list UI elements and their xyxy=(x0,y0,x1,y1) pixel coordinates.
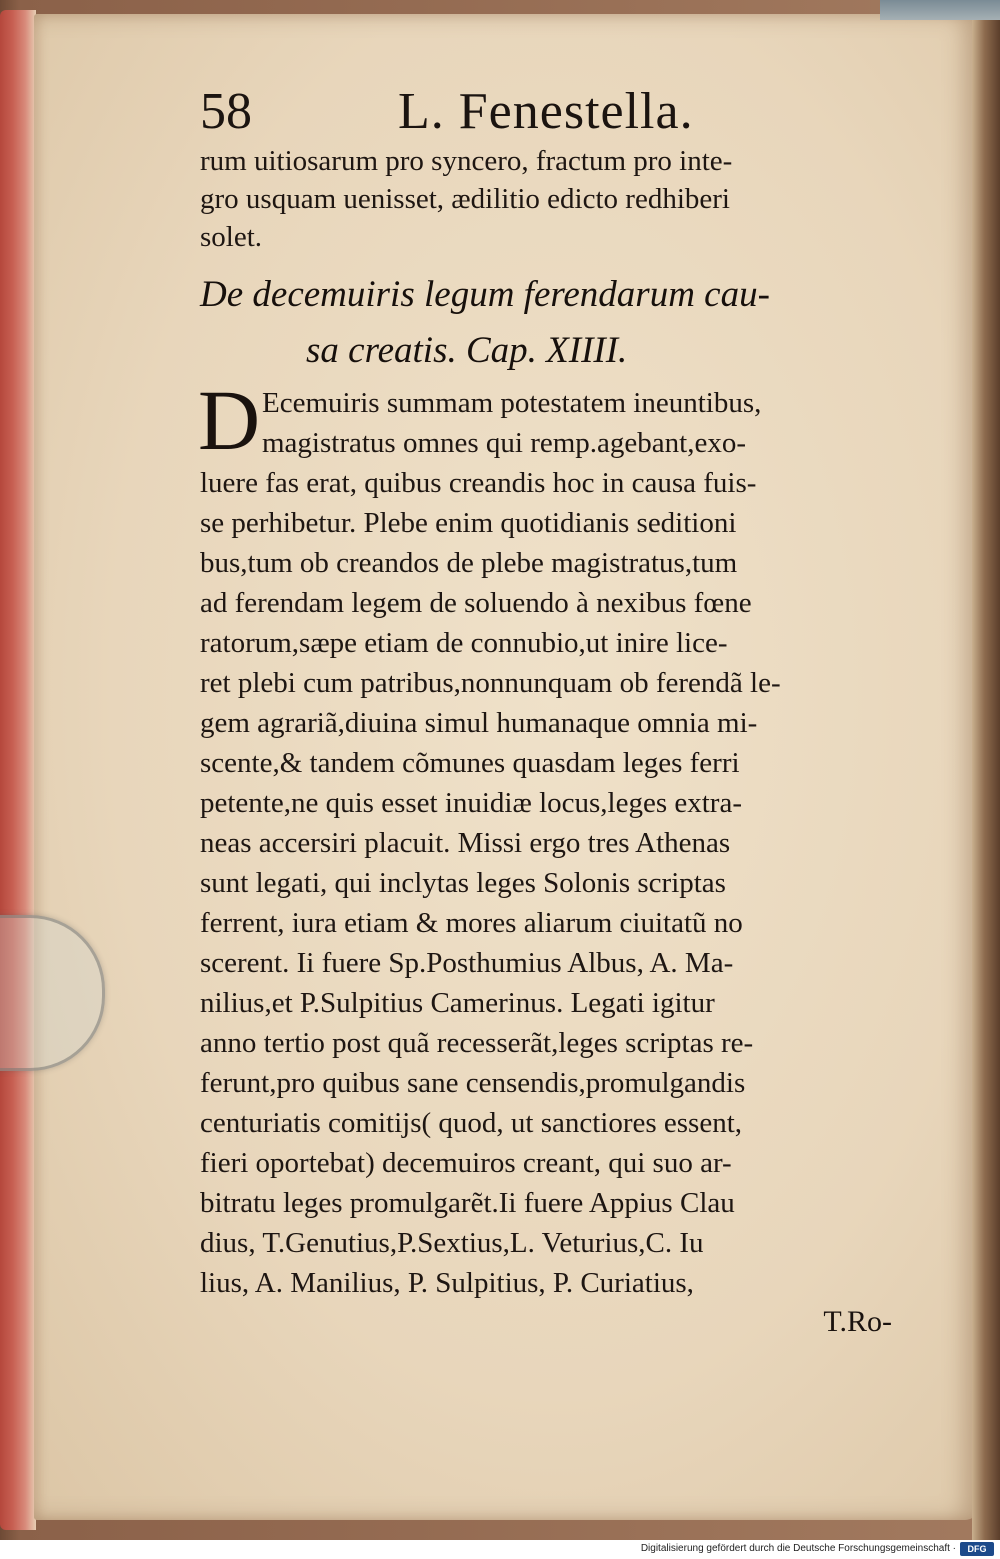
scan-background-corner xyxy=(880,0,1000,20)
body-line: nilius,et P.Sulpitius Camerinus. Legati igitur xyxy=(200,987,715,1019)
body-line: magistratus omnes qui remp.agebant,exo- xyxy=(262,427,747,459)
body-line: neas accersiri placuit. Missi ergo tres Athenas xyxy=(200,827,731,859)
carryover-line: gro usquam uenisset, ædilitio edicto redhiberi xyxy=(200,183,730,215)
body-line: Ecemuiris summam potestatem ineuntibus, xyxy=(262,387,762,419)
body-line: fieri oportebat) decemuiros creant, qui suo ar- xyxy=(200,1147,732,1179)
body-line: petente,ne quis esset inuidiæ locus,leges extra- xyxy=(200,787,742,819)
body-line: lius, A. Manilius, P. Sulpitius, P. Curiatius, xyxy=(200,1267,694,1299)
body-line: gem agrariã,diuina simul humanaque omnia mi- xyxy=(200,707,758,739)
running-head xyxy=(200,82,900,142)
body-line: scente,& tandem cõmunes quasdam leges ferri xyxy=(200,747,740,779)
drop-cap: D xyxy=(198,372,261,468)
body-line: bus,tum ob creandos de plebe magistratus,tum xyxy=(200,547,738,579)
carryover-line: rum uitiosarum pro syncero, fractum pro inte- xyxy=(200,145,733,177)
chapter-heading-line-2: sa creatis. Cap. XIIII. xyxy=(306,330,628,371)
chapter-heading-line-1: De decemuiris legum ferendarum cau- xyxy=(200,274,770,315)
body-line: ratorum,sæpe etiam de connubio,ut inire lice- xyxy=(200,627,728,659)
body-line: luere fas erat, quibus creandis hoc in causa fuis- xyxy=(200,467,757,499)
body-line: anno tertio post quã recesserãt,leges scriptas re- xyxy=(200,1027,754,1059)
body-line: ferrent, iura etiam & mores aliarum ciuitatũ no xyxy=(200,907,743,939)
page-fore-edge xyxy=(0,10,36,1530)
funding-credit: Digitalisierung gefördert durch die Deutsche Forschungsgemeinschaft · xyxy=(640,1543,956,1554)
carryover-line: solet. xyxy=(200,221,263,253)
body-line: dius, T.Genutius,P.Sextius,L. Veturius,C. Iu xyxy=(200,1227,704,1259)
body-line: ad ferendam legem de soluendo à nexibus fœne xyxy=(200,587,752,619)
body-line: scerent. Ii fuere Sp.Posthumius Albus, A. Ma- xyxy=(200,947,734,979)
dfg-logo: DFG xyxy=(960,1542,994,1556)
body-line: centuriatis comitijs( quod, ut sanctiores essent, xyxy=(200,1107,743,1139)
page-number: 58 xyxy=(200,83,252,140)
body-line: ferunt,pro quibus sane censendis,promulgandis xyxy=(200,1067,746,1099)
body-line: sunt legati, qui inclytas leges Solonis scriptas xyxy=(200,867,726,899)
book-gutter xyxy=(972,0,1000,1540)
body-line: ret plebi cum patribus,nonnunquam ob ferendã le- xyxy=(200,667,781,699)
running-title: L. Fenestella. xyxy=(398,83,694,140)
scan-footer xyxy=(0,1540,1000,1559)
body-line: se perhibetur. Plebe enim quotidianis seditioni xyxy=(200,507,737,539)
catchword: T.Ro- xyxy=(823,1305,892,1338)
body-line: bitratu leges promulgarẽt.Ii fuere Appius Clau xyxy=(200,1187,735,1219)
